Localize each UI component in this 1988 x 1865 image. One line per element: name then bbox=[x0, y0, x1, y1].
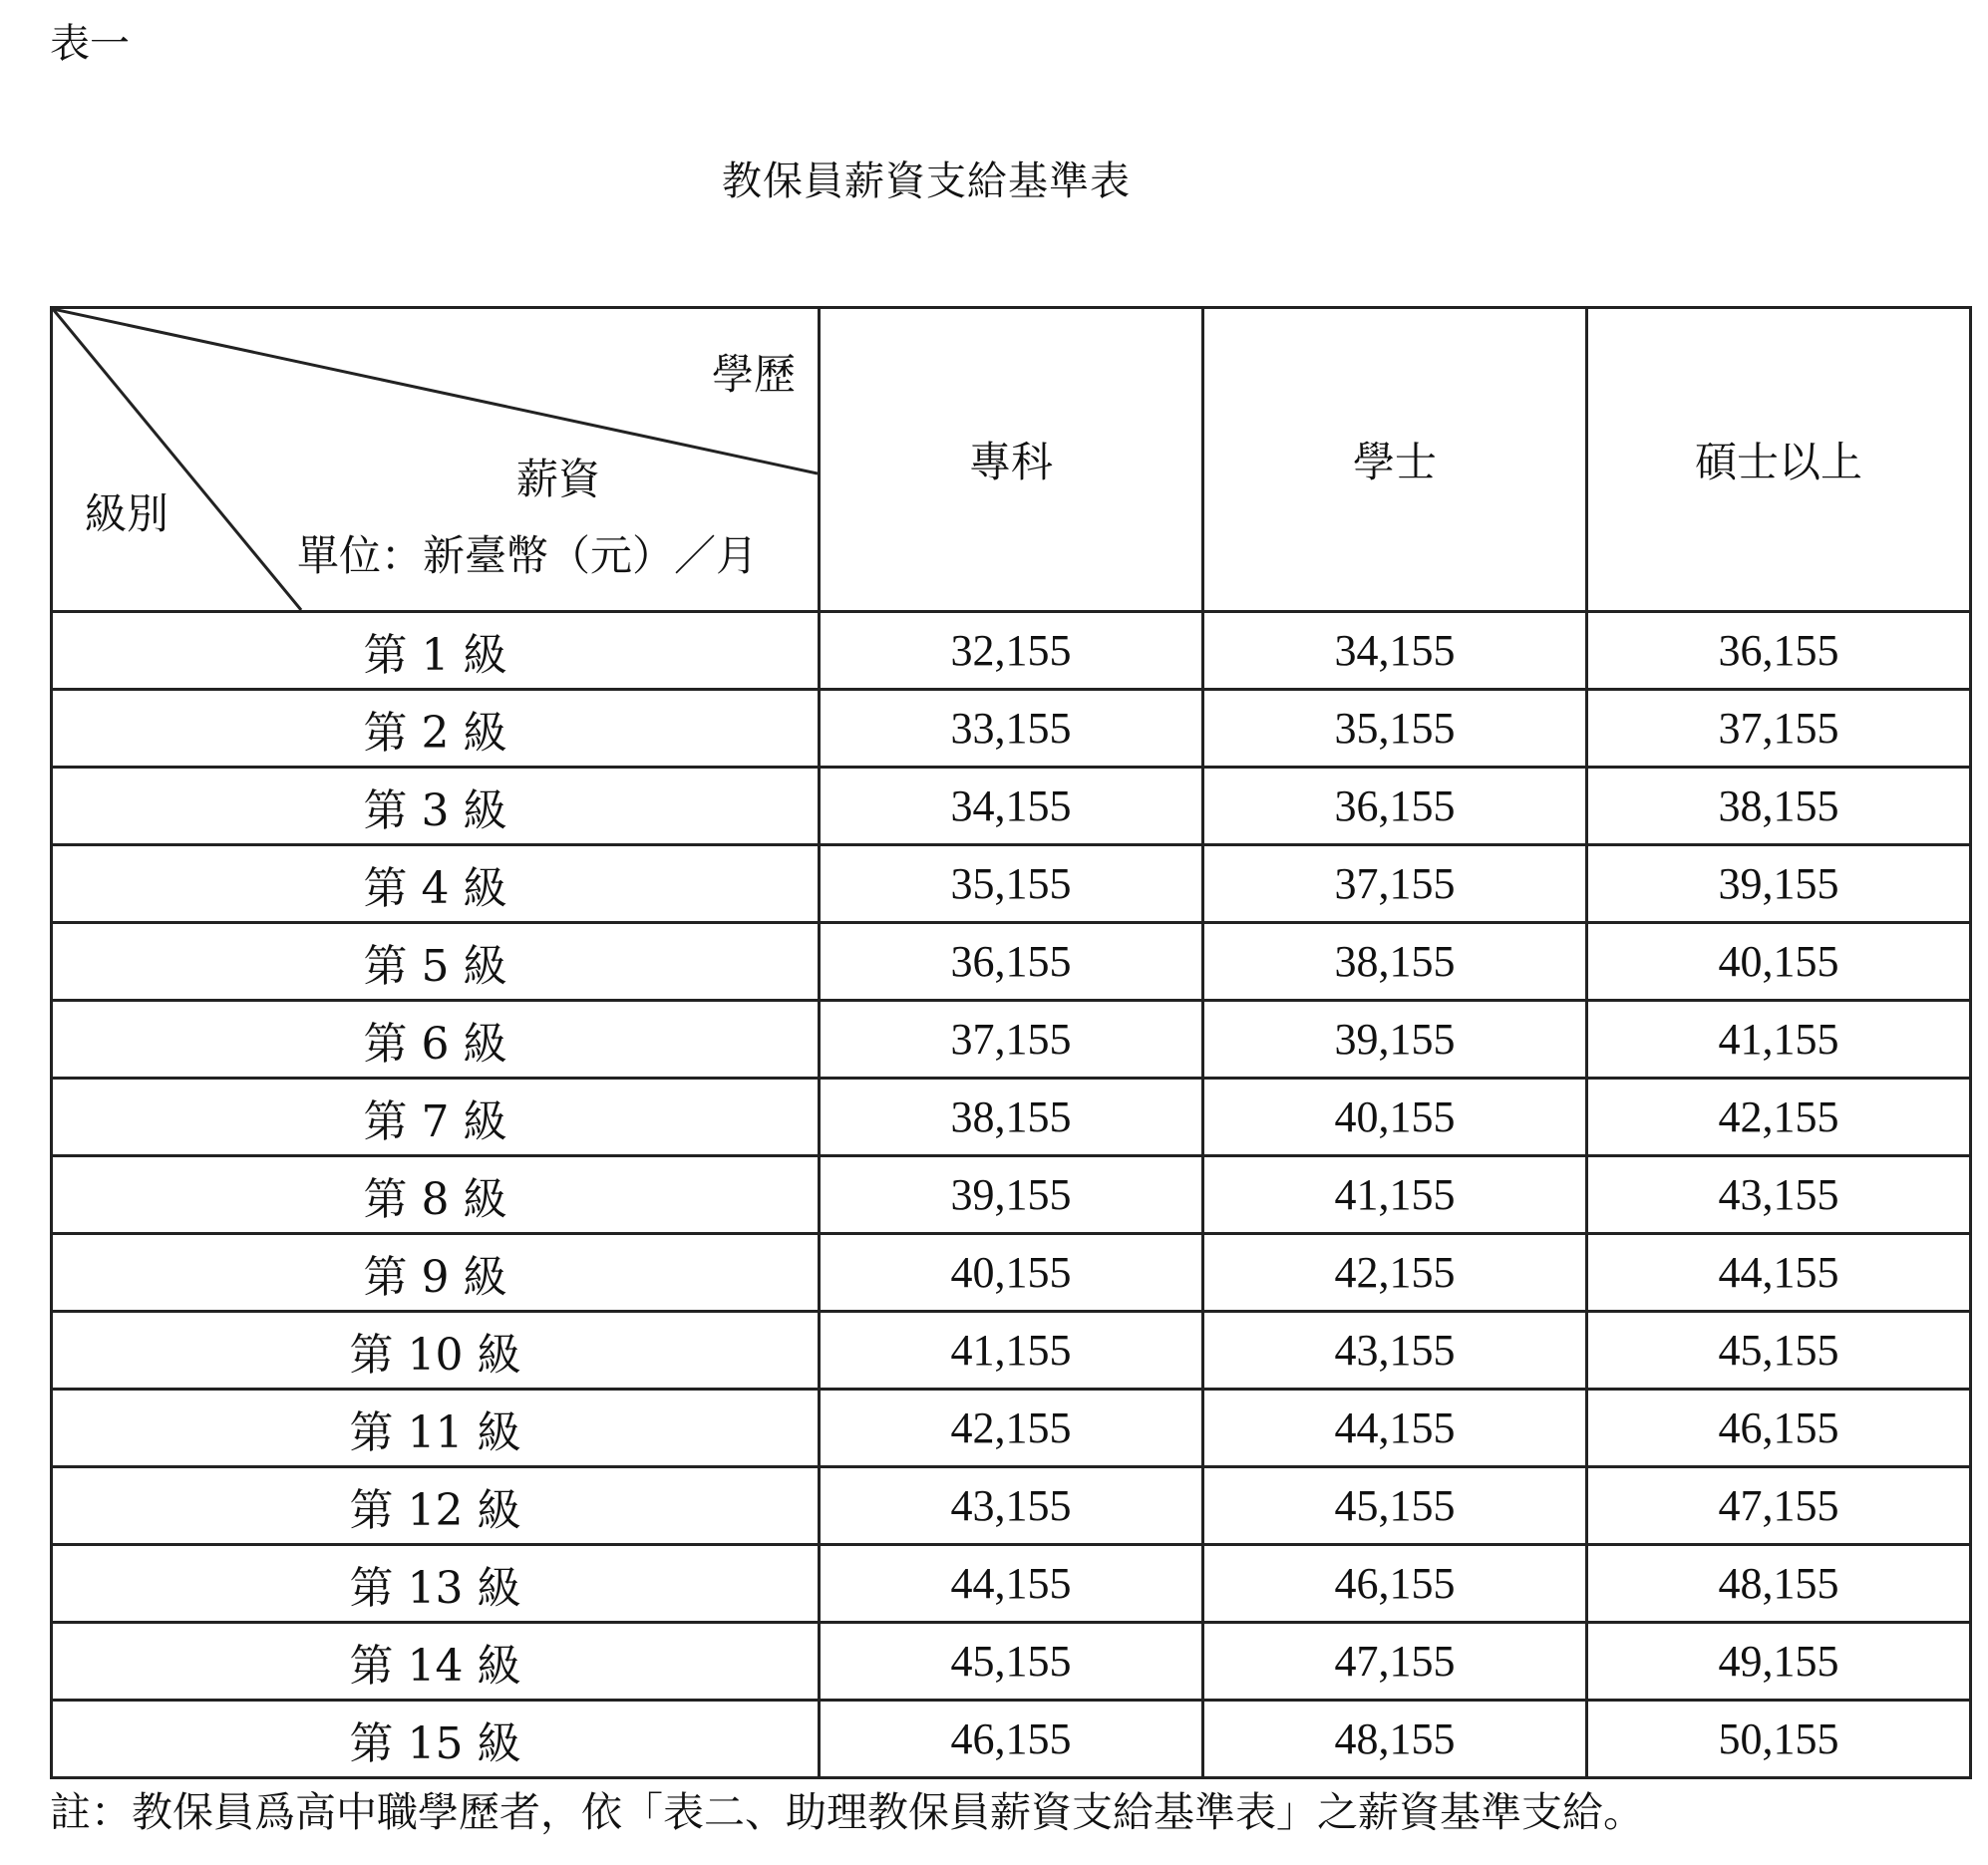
salary-cell: 45,155 bbox=[820, 1623, 1203, 1701]
salary-cell: 47,155 bbox=[1587, 1467, 1971, 1545]
table-row bbox=[52, 845, 1971, 923]
salary-cell: 38,155 bbox=[1587, 768, 1971, 845]
salary-cell: 45,155 bbox=[1203, 1467, 1587, 1545]
salary-cell: 36,155 bbox=[820, 923, 1203, 1001]
table-row bbox=[52, 1079, 1971, 1156]
salary-cell: 42,155 bbox=[1587, 1079, 1971, 1156]
corner-education-label: 學歷 bbox=[711, 350, 796, 399]
grade-cell: 第 1 級 bbox=[52, 612, 820, 690]
table-row bbox=[52, 1234, 1971, 1312]
grade-cell: 第 2 級 bbox=[52, 690, 820, 768]
table-row bbox=[52, 1312, 1971, 1390]
grade-cell: 第 15 級 bbox=[52, 1701, 820, 1778]
corner-grade-label: 級別 bbox=[85, 489, 169, 538]
salary-cell: 43,155 bbox=[1203, 1312, 1587, 1390]
salary-cell: 48,155 bbox=[1587, 1545, 1971, 1623]
grade-cell: 第 9 級 bbox=[52, 1234, 820, 1312]
salary-cell: 35,155 bbox=[820, 845, 1203, 923]
salary-cell: 40,155 bbox=[1587, 923, 1971, 1001]
salary-cell: 41,155 bbox=[820, 1312, 1203, 1390]
salary-cell: 36,155 bbox=[1203, 768, 1587, 845]
table-row bbox=[52, 1701, 1971, 1778]
salary-cell: 48,155 bbox=[1203, 1701, 1587, 1778]
table-row bbox=[52, 690, 1971, 768]
grade-cell: 第 3 級 bbox=[52, 768, 820, 845]
grade-cell: 第 4 級 bbox=[52, 845, 820, 923]
grade-cell: 第 13 級 bbox=[52, 1545, 820, 1623]
corner-header-cell bbox=[52, 308, 820, 612]
column-header-bachelor: 學士 bbox=[1203, 308, 1587, 612]
salary-cell: 42,155 bbox=[820, 1390, 1203, 1467]
document-title: 教保員薪資支給基準表 bbox=[722, 158, 1131, 204]
salary-cell: 37,155 bbox=[1203, 845, 1587, 923]
table-row bbox=[52, 768, 1971, 845]
salary-cell: 39,155 bbox=[820, 1156, 1203, 1234]
salary-table bbox=[50, 306, 1972, 1779]
grade-cell: 第 12 級 bbox=[52, 1467, 820, 1545]
salary-cell: 50,155 bbox=[1587, 1701, 1971, 1778]
salary-cell: 42,155 bbox=[1203, 1234, 1587, 1312]
corner-salary-label: 薪資 bbox=[516, 455, 601, 503]
salary-cell: 44,155 bbox=[1203, 1390, 1587, 1467]
table-row bbox=[52, 1545, 1971, 1623]
salary-cell: 35,155 bbox=[1203, 690, 1587, 768]
salary-cell: 47,155 bbox=[1203, 1623, 1587, 1701]
salary-cell: 37,155 bbox=[820, 1001, 1203, 1079]
grade-cell: 第 11 級 bbox=[52, 1390, 820, 1467]
salary-cell: 37,155 bbox=[1587, 690, 1971, 768]
salary-cell: 38,155 bbox=[820, 1079, 1203, 1156]
table-row bbox=[52, 1390, 1971, 1467]
salary-cell: 40,155 bbox=[820, 1234, 1203, 1312]
table-row bbox=[52, 612, 1971, 690]
grade-cell: 第 5 級 bbox=[52, 923, 820, 1001]
document-note: 註：教保員爲高中職學歷者，依「表二、助理教保員薪資支給基準表」之薪資基準支給。 bbox=[50, 1788, 1644, 1836]
salary-cell: 46,155 bbox=[1203, 1545, 1587, 1623]
grade-cell: 第 14 級 bbox=[52, 1623, 820, 1701]
salary-cell: 39,155 bbox=[1587, 845, 1971, 923]
table-row bbox=[52, 1001, 1971, 1079]
salary-cell: 34,155 bbox=[1203, 612, 1587, 690]
salary-cell: 32,155 bbox=[820, 612, 1203, 690]
salary-cell: 41,155 bbox=[1587, 1001, 1971, 1079]
document-label: 表一 bbox=[50, 21, 130, 67]
salary-cell: 33,155 bbox=[820, 690, 1203, 768]
grade-cell: 第 7 級 bbox=[52, 1079, 820, 1156]
table-header-row bbox=[52, 308, 1971, 612]
table-row bbox=[52, 923, 1971, 1001]
table-row bbox=[52, 1623, 1971, 1701]
grade-cell: 第 8 級 bbox=[52, 1156, 820, 1234]
column-header-master-or-above: 碩士以上 bbox=[1587, 308, 1971, 612]
salary-cell: 41,155 bbox=[1203, 1156, 1587, 1234]
salary-cell: 46,155 bbox=[820, 1701, 1203, 1778]
table-row bbox=[52, 1156, 1971, 1234]
salary-cell: 34,155 bbox=[820, 768, 1203, 845]
salary-cell: 39,155 bbox=[1203, 1001, 1587, 1079]
salary-cell: 43,155 bbox=[820, 1467, 1203, 1545]
salary-cell: 44,155 bbox=[820, 1545, 1203, 1623]
grade-cell: 第 6 級 bbox=[52, 1001, 820, 1079]
salary-table-body bbox=[52, 612, 1971, 1778]
salary-cell: 44,155 bbox=[1587, 1234, 1971, 1312]
corner-unit-label: 單位：新臺幣（元）／月 bbox=[297, 531, 759, 580]
salary-cell: 43,155 bbox=[1587, 1156, 1971, 1234]
salary-cell: 46,155 bbox=[1587, 1390, 1971, 1467]
salary-cell: 40,155 bbox=[1203, 1079, 1587, 1156]
salary-cell: 38,155 bbox=[1203, 923, 1587, 1001]
salary-cell: 49,155 bbox=[1587, 1623, 1971, 1701]
column-header-associate: 專科 bbox=[820, 308, 1203, 612]
table-row bbox=[52, 1467, 1971, 1545]
grade-cell: 第 10 級 bbox=[52, 1312, 820, 1390]
salary-cell: 36,155 bbox=[1587, 612, 1971, 690]
salary-cell: 45,155 bbox=[1587, 1312, 1971, 1390]
